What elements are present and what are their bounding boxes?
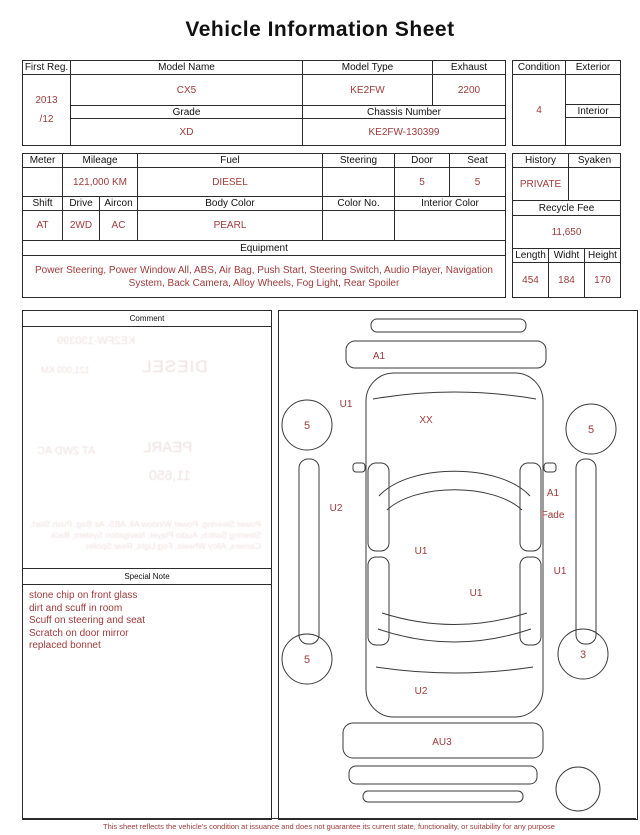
trunk-mark: U2 xyxy=(414,686,428,697)
left-side-sill xyxy=(299,459,319,644)
model-type-label: Model Type xyxy=(303,61,433,75)
ghost-color: PEARL xyxy=(143,439,193,456)
hood-line xyxy=(373,392,536,399)
seat-label: Seat xyxy=(450,154,506,168)
car-body-outline xyxy=(366,373,543,717)
steering-value xyxy=(323,168,395,197)
door-label: Door xyxy=(395,154,450,168)
first-reg-value xyxy=(23,75,71,146)
seat-value: 5 xyxy=(450,168,506,197)
comment-box xyxy=(22,310,272,820)
height-value: 170 xyxy=(585,263,621,298)
fee-table xyxy=(512,153,621,298)
condition-value: 4 xyxy=(513,75,566,146)
meter-value xyxy=(23,168,63,197)
grade-label: Grade xyxy=(71,106,303,119)
front-roof-strip xyxy=(371,319,526,332)
width-label: Widht xyxy=(549,249,585,263)
condition-label: Condition xyxy=(513,61,566,75)
meter-label: Meter xyxy=(23,154,63,168)
color-no-value xyxy=(323,211,395,241)
grade-value: XD xyxy=(71,119,303,146)
first-reg-month: /12 xyxy=(39,114,54,125)
syaken-label: Syaken xyxy=(569,154,621,168)
fuel-value: DIESEL xyxy=(138,168,323,197)
model-name-label: Model Name xyxy=(71,61,303,75)
ghost-shift: AT 2WD AC xyxy=(37,445,96,457)
ghost-chassis: KE2FW-130399 xyxy=(57,335,136,347)
special-note-list xyxy=(23,585,271,658)
steering-label: Steering xyxy=(323,154,395,168)
height-label: Height xyxy=(585,249,621,263)
ghost-equipment: Power Steering, Power Window All, ABS, Air Bag, Push Start, Steering Switch, Audio Player, Navigation System, Back Camera, Alloy Wheels, Fog Light, Rear Spoiler xyxy=(29,519,261,551)
shift-label: Shift xyxy=(23,197,63,211)
equipment-value: Power Steering, Power Window All, ABS, Air Bag, Push Start, Steering Switch, Audio Player, Navigation System, Back Camera, Alloy Wheels, Fog Light, Rear Spoiler xyxy=(23,256,506,298)
car-diagram xyxy=(279,311,635,817)
footer-disclaimer: This sheet reflects the vehicle's condition at issuance and does not guarantee its current state, functionality, or suitability for any purpose xyxy=(22,818,636,831)
color-no-label: Color No. xyxy=(323,197,395,211)
ghost-mileage: 121,000 KM xyxy=(41,365,90,375)
interior-value xyxy=(566,118,621,146)
right-mirror xyxy=(544,463,556,472)
interior-label: Interior xyxy=(566,105,621,118)
exhaust-label: Exhaust xyxy=(433,61,506,75)
wheel-front-left-mark: 5 xyxy=(303,420,311,432)
rear-lower-strip xyxy=(363,791,523,802)
ghost-fuel: DIESEL xyxy=(141,357,208,376)
chassis-number-value: KE2FW-130399 xyxy=(303,119,506,146)
left-front-mark: U1 xyxy=(339,399,353,410)
recycle-fee-label: Recycle Fee xyxy=(513,201,621,216)
special-note-line: Scuff on steering and seat xyxy=(29,615,146,626)
wheel-rear-left-mark: 5 xyxy=(303,654,311,666)
comment-area xyxy=(23,327,271,568)
special-note-header: Special Note xyxy=(23,568,271,585)
diagram-box xyxy=(278,310,638,820)
rear-strip xyxy=(349,766,537,784)
first-reg-year: 2013 xyxy=(35,95,58,106)
rear-window-top xyxy=(382,613,527,625)
length-value: 454 xyxy=(513,263,549,298)
wheel-front-right-mark: 5 xyxy=(587,424,595,436)
ghost-fee: 11,650 xyxy=(149,467,191,483)
rear-bumper-mark: AU3 xyxy=(432,737,452,748)
first-reg-label: First Reg. xyxy=(23,61,71,75)
special-note-line: Scratch on door mirror xyxy=(29,627,129,639)
width-value: 184 xyxy=(549,263,585,298)
roof-mark: U1 xyxy=(414,546,428,557)
recycle-fee-value: 11,650 xyxy=(513,216,621,249)
chassis-number-label: Chassis Number xyxy=(303,106,506,119)
exhaust-value: 2200 xyxy=(433,75,506,106)
spare-tire xyxy=(556,767,600,811)
aircon-label: Aircon xyxy=(100,197,138,211)
condition-table xyxy=(512,60,621,146)
fuel-label: Fuel xyxy=(138,154,323,168)
special-note-line: replaced bonnet xyxy=(29,640,101,651)
right-front-door xyxy=(520,463,541,551)
top-info-table xyxy=(22,60,506,146)
special-note-line: stone chip on front glass xyxy=(29,590,138,601)
page-title: Vehicle Information Sheet xyxy=(185,18,455,41)
wheel-rear-right-mark: 3 xyxy=(579,649,587,661)
drive-value: 2WD xyxy=(63,211,100,241)
left-side-mark: U2 xyxy=(329,503,343,514)
equipment-label: Equipment xyxy=(23,241,506,256)
door-value: 5 xyxy=(395,168,450,197)
history-value: PRIVATE xyxy=(513,168,569,201)
model-type-value: KE2FW xyxy=(303,75,433,106)
interior-color-value xyxy=(395,211,506,241)
mileage-value: 121,000 KM xyxy=(63,168,138,197)
drive-label: Drive xyxy=(63,197,100,211)
model-name-value: CX5 xyxy=(71,75,303,106)
trunk-line xyxy=(376,667,533,673)
mileage-label: Mileage xyxy=(63,154,138,168)
right-side-sill xyxy=(576,459,596,644)
right-side-mark: U1 xyxy=(553,566,567,577)
interior-color-label: Interior Color xyxy=(395,197,506,211)
hood-mark: XX xyxy=(419,415,433,426)
right-front-mark: A1 xyxy=(546,488,560,499)
special-note-line: dirt and scuff in room xyxy=(29,602,123,614)
left-front-door xyxy=(368,463,389,551)
left-mirror xyxy=(353,463,365,472)
body-color-value: PEARL xyxy=(138,211,323,241)
rear-center-mark: U1 xyxy=(469,588,483,599)
aircon-value: AC xyxy=(100,211,138,241)
exterior-label: Exterior xyxy=(566,61,621,75)
history-label: History xyxy=(513,154,569,168)
spec-table xyxy=(22,153,506,298)
windshield-top xyxy=(379,471,530,496)
shift-value: AT xyxy=(23,211,63,241)
syaken-value xyxy=(569,168,621,201)
exterior-value xyxy=(566,75,621,105)
rear-window-bottom xyxy=(378,629,531,642)
body-color-label: Body Color xyxy=(138,197,323,211)
comment-header: Comment xyxy=(23,311,271,327)
length-label: Length xyxy=(513,249,549,263)
front-bumper-mark: A1 xyxy=(372,351,386,362)
windshield-bottom xyxy=(387,490,522,510)
right-front-fade-mark: Fade xyxy=(541,510,565,521)
